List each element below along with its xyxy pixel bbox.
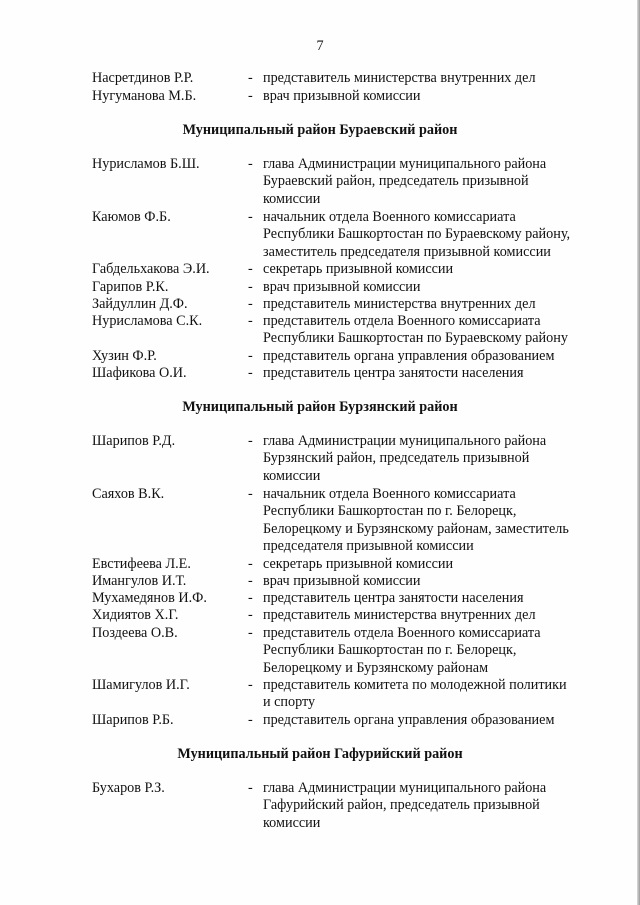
role-line: представитель отдела Военного комиссариата <box>263 625 541 641</box>
member-name: Шарипов Р.Б. <box>92 712 174 728</box>
member-role <box>263 677 608 712</box>
member-role <box>263 573 608 590</box>
member-name: Шафикова О.И. <box>92 365 187 381</box>
role-line: представитель центра занятости населения <box>263 365 524 381</box>
role-line: глава Администрации муниципального района <box>263 780 547 796</box>
role-line: врач призывной комиссии <box>263 279 421 295</box>
member-role <box>263 296 608 313</box>
role-line: представитель центра занятости населения <box>263 590 524 606</box>
dash-separator: - <box>248 677 253 693</box>
role-line: председателя призывной комиссии <box>263 538 474 555</box>
page-number: 7 <box>316 38 324 54</box>
role-line: глава Администрации муниципального района <box>263 433 547 449</box>
member-name: Габдельхакова Э.И. <box>92 261 210 277</box>
member-role <box>263 313 608 348</box>
role-line: начальник отдела Военного комиссариата <box>263 209 516 225</box>
role-line: представитель министерства внутренних дел <box>263 70 536 86</box>
dash-separator: - <box>248 573 253 589</box>
dash-separator: - <box>248 88 253 104</box>
role-line: представитель органа управления образованием <box>263 348 555 364</box>
dash-separator: - <box>248 556 253 572</box>
role-line: Бурзянский район, председатель призывной <box>263 450 530 467</box>
dash-separator: - <box>248 70 253 86</box>
member-role <box>263 712 608 729</box>
member-role <box>263 70 608 87</box>
member-name: Гарипов Р.К. <box>92 279 169 295</box>
role-line: представитель органа управления образованием <box>263 712 555 728</box>
role-line: комиссии <box>263 190 321 207</box>
member-role <box>263 780 608 832</box>
role-line: Республики Башкортостан по г. Белорецк, <box>263 503 517 520</box>
role-line: заместитель председателя призывной комиссии <box>263 243 551 260</box>
role-line: представитель министерства внутренних дел <box>263 607 536 623</box>
member-role <box>263 590 608 607</box>
district-heading: Муниципальный район Бураевский район <box>182 122 458 138</box>
member-name: Шамигулов И.Г. <box>92 677 190 693</box>
role-line: представитель министерства внутренних дел <box>263 296 536 312</box>
member-role <box>263 88 608 105</box>
member-name: Хидиятов Х.Г. <box>92 607 179 623</box>
role-line: глава Администрации муниципального района <box>263 156 547 172</box>
role-line: секретарь призывной комиссии <box>263 556 454 572</box>
role-line: Республики Башкортостан по Бураевскому району <box>263 330 568 347</box>
member-role <box>263 486 608 556</box>
dash-separator: - <box>248 156 253 172</box>
role-line: врач призывной комиссии <box>263 573 421 589</box>
member-role <box>263 556 608 573</box>
role-line: Республики Башкортостан по Бураевскому району, <box>263 226 571 243</box>
member-name: Евстифеева Л.Е. <box>92 556 191 572</box>
role-line: секретарь призывной комиссии <box>263 261 454 277</box>
role-line: Гафурийский район, председатель призывной <box>263 797 540 814</box>
member-name: Имангулов И.Т. <box>92 573 187 589</box>
member-name: Зайдуллин Д.Ф. <box>92 296 188 312</box>
member-name: Нурисламов Б.Ш. <box>92 156 200 172</box>
dash-separator: - <box>248 209 253 225</box>
member-name: Бухаров Р.З. <box>92 780 165 796</box>
district-heading: Муниципальный район Гафурийский район <box>177 746 463 762</box>
role-line: комиссии <box>263 814 321 831</box>
role-line: и спорту <box>263 694 316 711</box>
member-name: Хузин Ф.Р. <box>92 348 157 364</box>
member-name: Шарипов Р.Д. <box>92 433 176 449</box>
dash-separator: - <box>248 296 253 312</box>
member-role <box>263 348 608 365</box>
dash-separator: - <box>248 712 253 728</box>
dash-separator: - <box>248 279 253 295</box>
dash-separator: - <box>248 313 253 329</box>
member-name: Нурисламова С.К. <box>92 313 203 329</box>
member-name: Нугуманова М.Б. <box>92 88 197 104</box>
member-role <box>263 156 608 208</box>
member-name: Насретдинов Р.Р. <box>92 70 194 86</box>
member-role <box>263 625 608 677</box>
dash-separator: - <box>248 780 253 796</box>
dash-separator: - <box>248 348 253 364</box>
role-line: представитель комитета по молодежной политики <box>263 677 567 693</box>
dash-separator: - <box>248 486 253 502</box>
role-line: врач призывной комиссии <box>263 88 421 104</box>
dash-separator: - <box>248 590 253 606</box>
role-line: комиссии <box>263 467 321 484</box>
member-name: Каюмов Ф.Б. <box>92 209 171 225</box>
member-role <box>263 433 608 485</box>
role-line: Республики Башкортостан по г. Белорецк, <box>263 642 517 659</box>
member-role <box>263 279 608 296</box>
dash-separator: - <box>248 607 253 623</box>
role-line: Белорецкому и Бурзянскому районам, заместитель <box>263 520 569 537</box>
member-role <box>263 209 608 261</box>
dash-separator: - <box>248 365 253 381</box>
dash-separator: - <box>248 625 253 641</box>
member-role <box>263 607 608 624</box>
role-line: начальник отдела Военного комиссариата <box>263 486 516 502</box>
dash-separator: - <box>248 433 253 449</box>
member-name: Поздеева О.В. <box>92 625 178 641</box>
role-line: Белорецкому и Бурзянскому районам <box>263 659 489 676</box>
dash-separator: - <box>248 261 253 277</box>
member-role <box>263 365 608 382</box>
role-line: Бураевский район, председатель призывной <box>263 173 529 190</box>
role-line: представитель отдела Военного комиссариата <box>263 313 541 329</box>
member-role <box>263 261 608 278</box>
member-name: Саяхов В.К. <box>92 486 165 502</box>
member-name: Мухамедянов И.Ф. <box>92 590 207 606</box>
district-heading: Муниципальный район Бурзянский район <box>182 399 458 415</box>
